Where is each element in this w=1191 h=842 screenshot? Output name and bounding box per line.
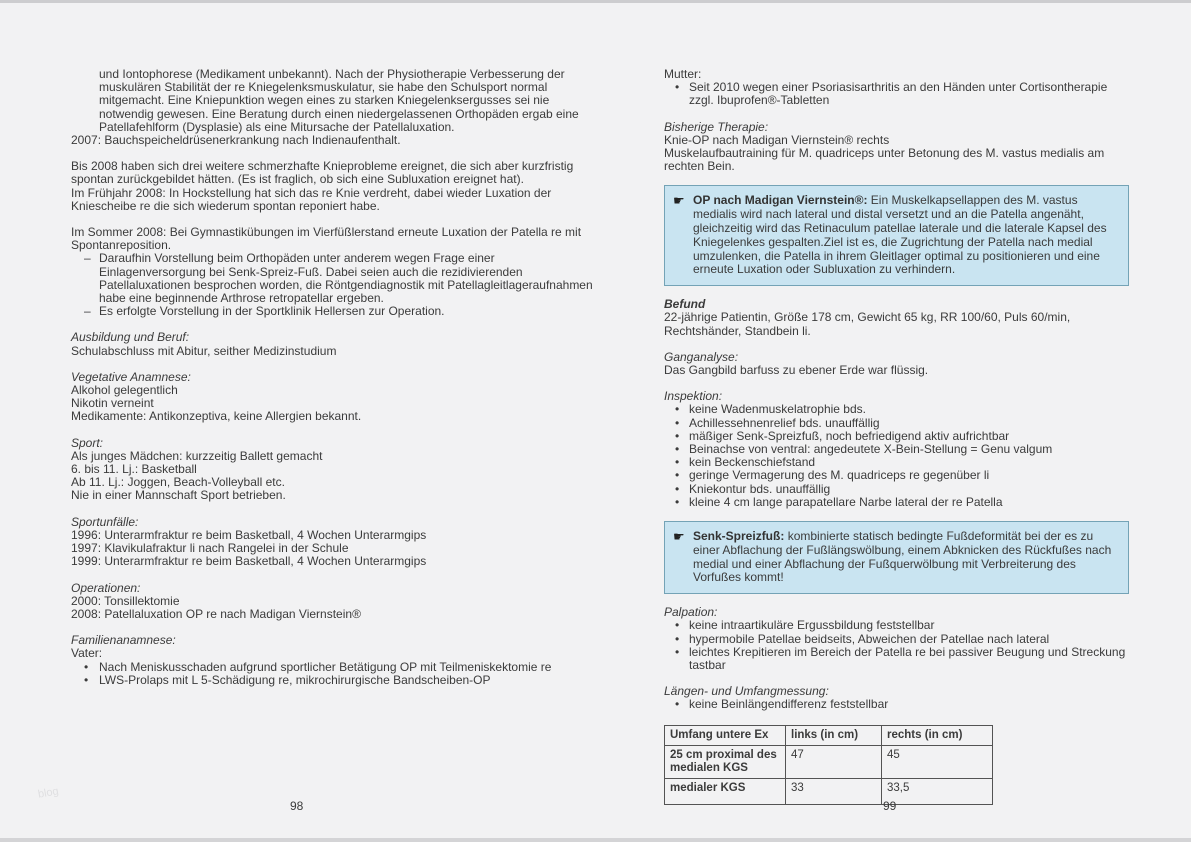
section-heading-operationen: Operationen:: [71, 580, 141, 595]
table-cell: 47: [786, 745, 882, 778]
info-box-title: Senk-Spreizfuß:: [693, 529, 785, 544]
list-item: [664, 646, 1129, 672]
info-box-title: OP nach Madigan Viernstein®:: [693, 193, 868, 208]
bullet-icon: •: [84, 659, 89, 674]
list-item: [664, 403, 1129, 416]
section-line: Medikamente: Antikonzeptiva, keine Allergien bekannt.: [71, 409, 362, 424]
list-item-text: leichtes Krepitieren im Bereich der Patella re bei passiver Beugung und Streckung tastbar: [689, 644, 1126, 673]
left-page: [71, 68, 602, 687]
info-box-body: [693, 194, 1119, 277]
section-line: Knie-OP nach Madigan Viernstein® rechts: [664, 132, 890, 147]
section-line: Nikotin verneint: [71, 396, 154, 411]
list-item-text: kein Beckenschiefstand: [689, 455, 816, 470]
list-item-text: mäßiger Senk-Spreizfuß, noch befriedigend aktiv aufrichtbar: [689, 428, 1010, 443]
info-box-op-madigan: [664, 185, 1129, 286]
section-line: Das Gangbild barfuss zu ebener Erde war flüssig.: [664, 363, 929, 378]
table-header-row: [665, 725, 993, 745]
section-line: 2000: Tonsillektomie: [71, 593, 180, 608]
list-item: [664, 483, 1129, 496]
paragraph-spring-2008: Im Frühjahr 2008: In Hockstellung hat sich das re Knie verdreht, dabei wieder Luxation der Kniescheibe re die sich wiederum spontan reponiert habe.: [71, 185, 552, 213]
table-cell: 33: [786, 778, 882, 804]
section-line: 2008: Patellaluxation OP re nach Madigan Viernstein®: [71, 606, 361, 621]
info-box-text: Ein Muskelkapsellappen des M. vastus medialis wird nach lateral und distal versetzt und an die Patella angenäht, gleichzeitig wird das Retinaculum patellae laterale und die laterale Kapsel des Kniegelenkes gespalten.Ziel ist es, die Zugrichtung der Patella nach medial umzulenken, die Patella in ihrem Gleitlager optimal zu positionieren und eine erneute Luxation oder Subluxation zu verhindern.: [693, 193, 1107, 277]
section-heading-bisherige-therapie: Bisherige Therapie:: [664, 119, 769, 134]
table-cell: 45: [882, 745, 993, 778]
pointing-hand-icon: ☛: [673, 529, 685, 545]
befund-text: 22-jährige Patientin, Größe 178 cm, Gewicht 65 kg, RR 100/60, Puls 60/min, Rechtshänder, Standbein li.: [664, 310, 1071, 338]
right-page: [664, 68, 1129, 805]
bullet-icon: •: [675, 80, 680, 95]
info-box-senk-spreizfuss: [664, 521, 1129, 594]
info-box-body: [693, 530, 1119, 585]
section-heading-sportunfaelle: Sportunfälle:: [71, 514, 139, 529]
list-item: [664, 469, 1129, 482]
mother-label: Mutter:: [664, 67, 702, 81]
bullet-icon: •: [675, 468, 680, 483]
list-item: [71, 305, 602, 318]
pointing-hand-icon: ☛: [673, 193, 685, 209]
list-item: [71, 252, 602, 305]
section-heading-sport: Sport:: [71, 435, 104, 450]
list-item-text: Kniekontur bds. unauffällig: [689, 481, 831, 496]
paragraph-summer-2008: Im Sommer 2008: Bei Gymnastikübungen im Vierfüßlerstand erneute Luxation der Patella re mit Spontanreposition.: [71, 225, 582, 253]
list-item-text: Daraufhin Vorstellung beim Orthopäden unter anderem wegen Frage einer Einlagenversorgung bei Senk-Spreiz-Fuß. Dabei seien auch die rezidivierenden Patellaluxationen besprochen worden, die Röntgendiagnostik mit Patellagleitlageraufnahmen habe eine beginnende Arthrose retropatellar ergeben.: [99, 251, 593, 306]
bullet-icon: •: [675, 442, 680, 457]
section-line: 6. bis 11. Lj.: Basketball: [71, 462, 197, 477]
page-number-right: 99: [883, 799, 897, 813]
list-item: [71, 661, 602, 674]
section-heading-familienanamnese: Familienanamnese:: [71, 633, 176, 648]
bullet-icon: •: [675, 631, 680, 646]
section-line: Als junges Mädchen: kurzzeitig Ballett gemacht: [71, 448, 323, 463]
section-heading-befund: Befund: [664, 297, 706, 312]
list-item-text: Seit 2010 wegen einer Psoriasisarthritis an den Händen unter Cortisontherapie zzgl. Ibuprofen®-Tabletten: [689, 80, 1108, 108]
section-heading-inspektion: Inspektion:: [664, 389, 723, 404]
bullet-icon: •: [675, 494, 680, 509]
section-line: 1999: Unterarmfraktur re beim Basketball, 4 Wochen Unterarmgips: [71, 554, 427, 569]
bullet-icon: •: [675, 481, 680, 496]
list-item: [664, 633, 1129, 646]
list-item-text: hypermobile Patellae beidseits, Abweichen der Patellae nach lateral: [689, 631, 1050, 646]
table-cell: 33,5: [882, 778, 993, 804]
list-item: [664, 417, 1129, 430]
dash-icon: –: [84, 304, 91, 319]
list-item-text: keine Beinlängendifferenz feststellbar: [689, 697, 889, 712]
section-heading-palpation: Palpation:: [664, 605, 718, 620]
table-cell: 25 cm proximal des medialen KGS: [665, 745, 786, 778]
list-item-text: geringe Vermagerung des M. quadriceps re gegenüber li: [689, 468, 990, 483]
list-item: [71, 674, 602, 687]
list-item: [664, 81, 1129, 107]
section-line: 1996: Unterarmfraktur re beim Basketball, 4 Wochen Unterarmgips: [71, 527, 427, 542]
bullet-icon: •: [675, 455, 680, 470]
circumference-table: [664, 725, 993, 805]
list-item-text: LWS-Prolaps mit L 5-Schädigung re, mikrochirurgische Bandscheiben-OP: [99, 672, 491, 687]
table-header-cell: links (in cm): [786, 725, 882, 745]
section-line: Schulabschluss mit Abitur, seither Medizinstudium: [71, 343, 337, 358]
bullet-icon: •: [675, 415, 680, 430]
page-top-edge: [0, 0, 1191, 3]
section-line: Muskelaufbautraining für M. quadriceps unter Betonung des M. vastus medialis am rechten Bein.: [664, 146, 1105, 174]
table-header-cell: Umfang untere Ex: [665, 725, 786, 745]
section-line: 1997: Klavikulafraktur li nach Rangelei in der Schule: [71, 541, 349, 556]
section-line: Ab 11. Lj.: Joggen, Beach-Volleyball etc.: [71, 475, 285, 490]
page-number-left: 98: [290, 799, 304, 813]
bullet-icon: •: [675, 644, 680, 659]
table-header-cell: rechts (in cm): [882, 725, 993, 745]
bullet-icon: •: [84, 672, 89, 687]
table-cell: medialer KGS: [665, 778, 786, 804]
section-heading-vegetative: Vegetative Anamnese:: [71, 369, 191, 384]
paragraph-iontophorese: und Iontophorese (Medikament unbekannt). Nach der Physiotherapie Verbesserung der muskulären Stabilität der re Kniegelenksmuskulatur, sie habe den Schulsport normal mitgemacht. Eine Kniepunktion wegen eines zu starken Kniegelenksergusses sei nie notwendig gewesen. Eine Beratung durch einen niedergelassenen Orthopäden ergab eine Patellafehlform (Dysplasie) als eine Mitursache der Patellaluxation.: [99, 67, 579, 134]
bullet-icon: •: [675, 428, 680, 443]
table-row: [665, 778, 993, 804]
list-item-text: keine intraartikuläre Ergussbildung feststellbar: [689, 618, 935, 633]
section-line: Alkohol gelegentlich: [71, 383, 178, 398]
dash-icon: –: [84, 251, 91, 266]
bullet-icon: •: [675, 402, 680, 417]
section-line: Nie in einer Mannschaft Sport betrieben.: [71, 488, 286, 503]
table-row: [665, 745, 993, 778]
page-bottom-edge: [0, 838, 1191, 842]
list-item-text: Es erfolgte Vorstellung in der Sportklinik Hellersen zur Operation.: [99, 304, 445, 319]
section-heading-umfangmessung: Längen- und Umfangmessung:: [664, 684, 829, 699]
list-item-text: kleine 4 cm lange parapatellare Narbe lateral der re Patella: [689, 494, 1003, 509]
paragraph-until-2008: Bis 2008 haben sich drei weitere schmerzhafte Knieprobleme ereignet, die sich aber kurzfristig spontan zurückgebildet hätten. (Es ist fraglich, ob sich eine Subluxation ereignet hat).: [71, 159, 574, 187]
list-item: [664, 619, 1129, 632]
bullet-icon: •: [675, 618, 680, 633]
list-item-text: Achillessehnenrelief bds. unauffällig: [689, 415, 880, 430]
list-item-text: Beinachse von ventral: angedeutete X-Bein-Stellung = Genu valgum: [689, 442, 1053, 457]
info-box-text: kombinierte statisch bedingte Fußdeformität bei der es zu einer Abflachung der Fußlängswölbung, einem Abknicken des Rückfußes nach medial und einer Abflachung der Fußquerwölbung mit Verbreiterung des Vorfußes kommt!: [693, 529, 1112, 585]
list-item-text: Nach Meniskusschaden aufgrund sportlicher Betätigung OP mit Teilmeniskektomie re: [99, 659, 552, 674]
watermark: blog: [37, 785, 60, 801]
bullet-icon: •: [675, 697, 680, 712]
list-item: [664, 698, 1129, 711]
list-item: [664, 496, 1129, 509]
section-heading-ganganalyse: Ganganalyse:: [664, 349, 739, 364]
list-item-text: keine Wadenmuskelatrophie bds.: [689, 402, 866, 417]
section-heading-ausbildung: Ausbildung und Beruf:: [71, 330, 190, 345]
father-label: Vater:: [71, 646, 103, 661]
paragraph-2007: 2007: Bauchspeicheldrüsenerkrankung nach Indienaufenthalt.: [71, 133, 401, 148]
